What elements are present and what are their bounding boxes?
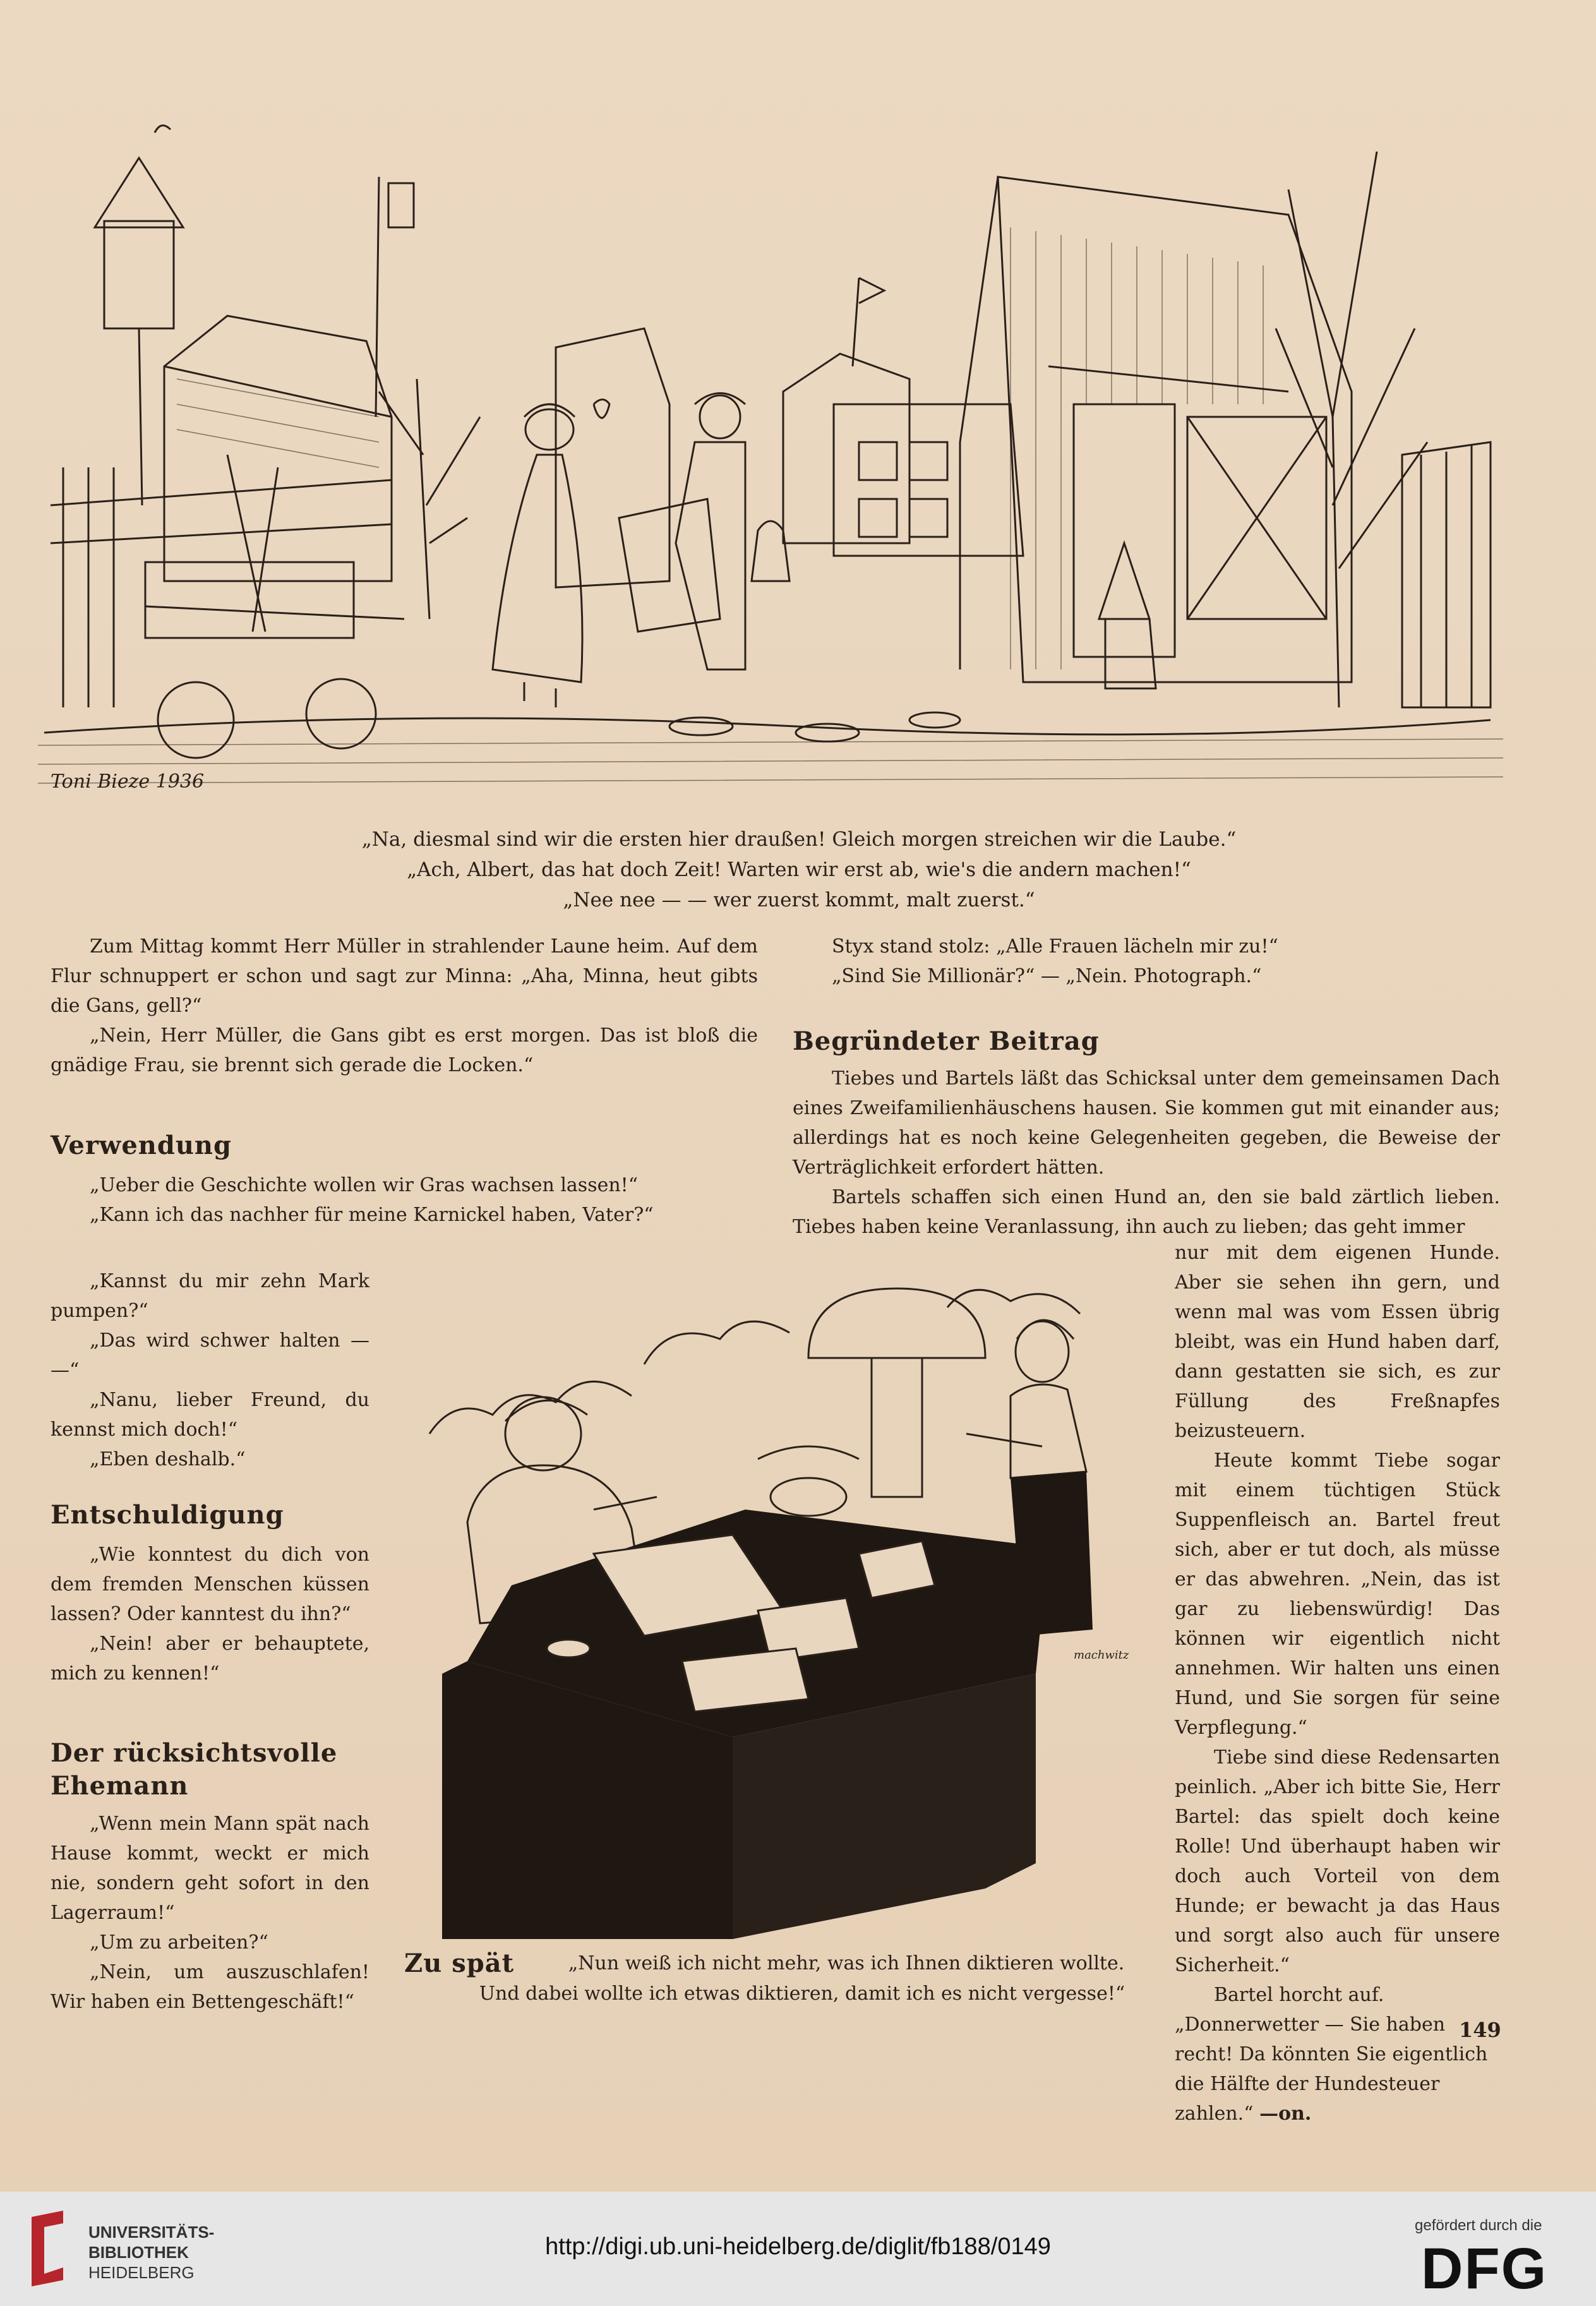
cartoon-caption-line: „Nun weiß ich nicht mehr, was ich Ihnen diktieren wollte. [568,1952,1125,1974]
joke-line: „Ueber die Geschichte wollen wir Gras wachsen lassen!“ [90,1174,639,1196]
funded-by-label: gefördert durch die [1415,2217,1542,2234]
joke-line: „Sind Sie Millionär?“ — „Nein. Photograph.“ [832,965,1262,987]
joke-paragraph: „Eben deshalb.“ [90,1448,246,1470]
joke-paragraph: „Nein, um auszuschlafen! Wir haben ein Bettengeschäft!“ [51,1961,369,2013]
library-name-line: BIBLIOTHEK [88,2243,189,2262]
section-beitrag-continued [1175,1238,1500,2129]
caption-line: „Nee nee — — wer zuerst kommt, malt zuerst.“ [563,889,1035,911]
section-ehemann [51,1737,369,2017]
joke-paragraph: „Kannst du mir zehn Mark pumpen?“ [51,1270,369,1322]
story-paragraph [1175,1980,1500,2129]
joke-paragraph: „Um zu arbeiten?“ [90,1931,268,1954]
joke-zehn-mark [51,1266,369,1474]
illustration-signature: Toni Bieze 1936 [51,771,205,793]
library-name-line: HEIDELBERG [88,2263,195,2282]
caption-line: „Na, diesmal sind wir die ersten hier draußen! Gleich morgen streichen wir die Laube.“ [361,828,1237,851]
digitization-footer [0,2192,1596,2306]
story-paragraph: Tiebes und Bartels läßt das Schicksal unter dem gemeinsamen Dach eines Zweifamilienhäuschens hausen. Sie kommen gut mit einander aus; allerdings hat es noch keine Gelegenheiten gegeben, die Beweise der Verträglichkeit erfordert hätten. [793,1067,1500,1179]
story-paragraph: Tiebe sind diese Redensarten peinlich. „Aber ich bitte Sie, Herr Bartel: das spielt doch keine Rolle! Und überhaupt haben wir doch auch Vorteil von dem Hunde; er bewacht ja das Haus und sorgt also auch für unsere Sicherheit.“ [1175,1746,1500,1976]
cartoon-title: Zu spät [404,1949,515,1978]
section-heading: Begründeter Beitrag [793,1026,1100,1056]
story-paragraph: Bartels schaffen sich einen Hund an, den sie bald zärtlich lieben. Tiebes haben keine Veranlassung, ihn auch zu lieben; das geht immer [793,1186,1500,1238]
joke-mittag [51,932,758,1080]
story-paragraph: Heute kommt Tiebe sogar mit einem tüchtigen Stück Suppenfleisch an. Bartel freut sich, aber er tut doch, als müsse er das abwehren. „Nein, das ist gar zu liebenswürdig! Das können wir eigentlich nicht annehmen. Wir halten uns einen Hund, und Sie sorgen für seine Verpflegung.“ [1175,1450,1500,1739]
section-heading: Der rücksichtsvolle [51,1738,338,1768]
joke-paragraph: „Wenn mein Mann spät nach Hause kommt, weckt er mich nie, sondern geht sofort in den Lagerraum!“ [51,1813,369,1924]
section-entschuldigung [51,1500,369,1688]
office-drawing [404,1257,1175,1945]
joke-styx [793,932,1500,991]
joke-line: Styx stand stolz: „Alle Frauen lächeln mir zu!“ [832,935,1278,958]
garden-drawing [38,63,1503,815]
joke-paragraph: „Wie konntest du dich von dem fremden Menschen küssen lassen? Oder kanntest du ihn?“ [51,1544,369,1625]
section-verwendung [51,1131,758,1230]
section-heading: Entschuldigung [51,1500,284,1530]
cartoon-caption-line: Und dabei wollte ich etwas diktieren, damit ich es nicht vergesse!“ [479,1983,1125,2005]
joke-paragraph: „Nein, Herr Müller, die Gans gibt es erst morgen. Das ist bloß die gnädige Frau, sie brennt sich gerade die Locken.“ [51,1024,758,1076]
story-paragraph: nur mit dem eigenen Hunde. Aber sie sehen ihn gern, und wenn mal was vom Essen übrig bleibt, was ein Hund haben darf, dann gestatten sie sich, es zur Füllung des Freßnapfes beizusteuern. [1175,1242,1500,1442]
section-beitrag [793,1026,1500,1242]
author-signoff: —on. [1259,2103,1312,2125]
joke-paragraph: Zum Mittag kommt Herr Müller in strahlender Laune heim. Auf dem Flur schnuppert er schon und sagt zur Minna: „Aha, Minna, heut gibts die Gans, gell?“ [51,935,758,1017]
illustration-caption [253,824,1345,915]
page-number: 149 [1459,2018,1501,2042]
artist-signature: machwitz [1074,1648,1129,1662]
story-paragraph-text: Bartel horcht auf. „Donnerwetter — Sie haben recht! Da könnten Sie eigentlich die Hälfte der Hundesteuer zahlen.“ [1175,1984,1488,2125]
library-name-line: UNIVERSITÄTS- [88,2223,215,2242]
joke-line: „Kann ich das nachher für meine Karnickel haben, Vater?“ [90,1204,654,1226]
caption-line: „Ach, Albert, das hat doch Zeit! Warten wir erst ab, wie's die andern machen!“ [407,858,1191,881]
joke-paragraph: „Das wird schwer halten — —“ [51,1330,369,1381]
section-heading: Verwendung [51,1131,232,1160]
permalink-url[interactable]: http://digi.ub.uni-heidelberg.de/diglit/fb188/0149 [545,2233,1051,2260]
dfg-logo: DFG [1421,2237,1548,2301]
office-cartoon [404,1257,1175,1945]
joke-paragraph: „Nanu, lieber Freund, du kennst mich doch!“ [51,1389,369,1441]
garden-illustration [38,63,1503,815]
section-heading: Ehemann [51,1771,189,1801]
joke-paragraph: „Nein! aber er behauptete, mich zu kennen!“ [51,1633,369,1684]
